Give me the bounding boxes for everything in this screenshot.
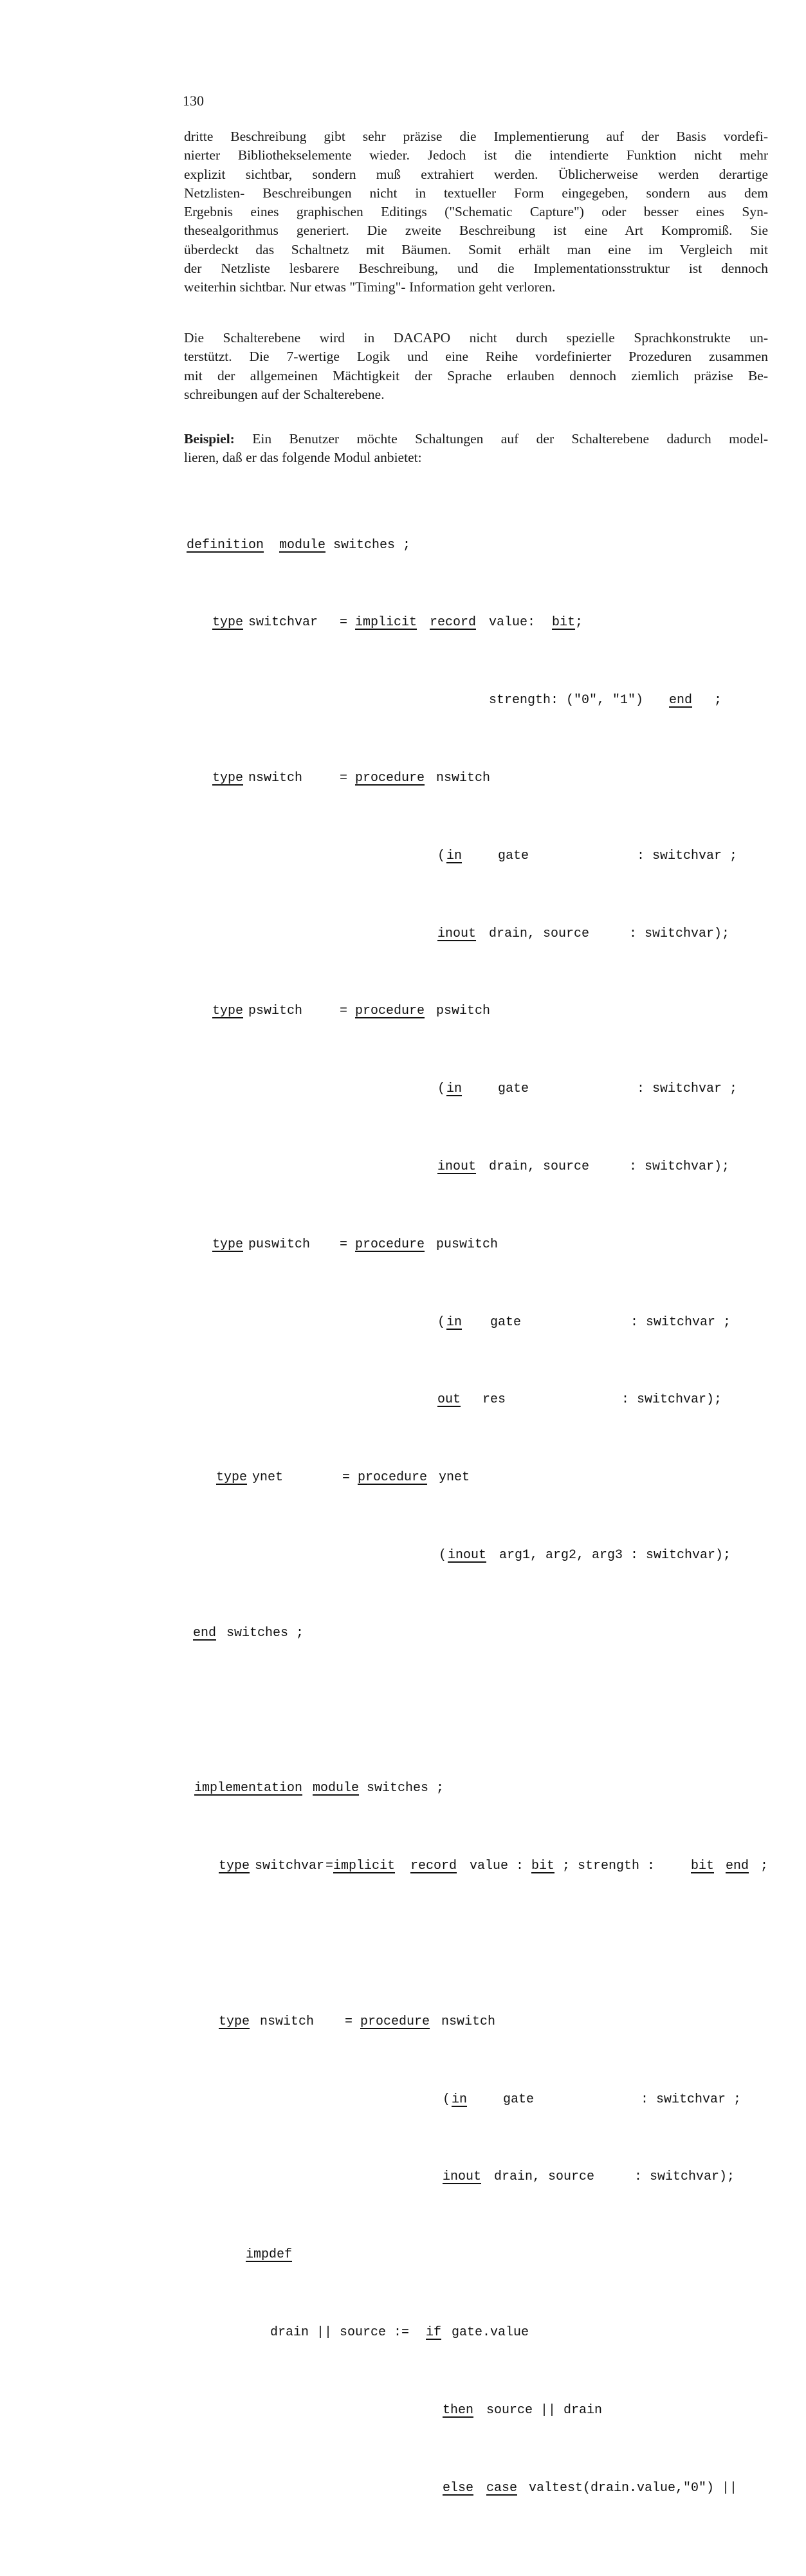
code-line-definition-module xyxy=(187,536,411,555)
code-line-then xyxy=(187,2401,603,2420)
paragraph-line: weiterhin sichtbar. Nur etwas "Timing"- Information geht verloren. xyxy=(184,279,556,295)
code-line-end-definition xyxy=(187,1624,304,1643)
code-line-impl-switchvar xyxy=(187,1857,769,1876)
paragraph-2 xyxy=(184,329,768,404)
page-number: 130 xyxy=(183,93,204,109)
keyword-inout: inout xyxy=(448,1547,487,1563)
keyword-end: end xyxy=(726,1859,749,1874)
keyword-inout: inout xyxy=(443,2169,482,2185)
keyword-record: record xyxy=(410,1859,457,1874)
type-name: puswitch xyxy=(248,1237,311,1252)
keyword-bit: bit xyxy=(552,615,576,630)
keyword-inout: inout xyxy=(437,926,477,941)
code-line-param-inout xyxy=(187,2167,735,2187)
type-name: switchvar xyxy=(248,615,318,630)
open-paren: ( xyxy=(443,2092,451,2107)
param-name: drain, source xyxy=(494,2169,595,2185)
paragraph-line: mit der allgemeinen Mächtigkeit der Sprache erlauben dennoch ziemlich präzise Be- xyxy=(184,367,768,383)
type-name: switchvar xyxy=(255,1859,325,1874)
paragraph-line: überdeckt das Schaltnetz mit Bäumen. Somit erhält man eine im Vergleich mit xyxy=(184,241,768,257)
equals-sign: = xyxy=(340,615,348,630)
paragraph-line: Ergebnis eines graphischen Editings ("Schematic Capture") oder besser eines Syn- xyxy=(184,204,768,220)
code-line-param-in xyxy=(187,1080,738,1099)
code-line-type-nswitch xyxy=(187,769,491,788)
keyword-if: if xyxy=(426,2324,442,2340)
keyword-inout: inout xyxy=(437,1159,477,1174)
condition: gate.value xyxy=(452,2324,529,2340)
code-line-strength xyxy=(187,691,722,710)
example-paragraph xyxy=(184,430,768,468)
keyword-else: else xyxy=(443,2480,474,2496)
keyword-out: out xyxy=(437,1392,461,1408)
code-line-type-pswitch xyxy=(187,1002,491,1021)
equals-sign: = xyxy=(340,1004,348,1019)
keyword-implicit: implicit xyxy=(355,615,417,630)
paragraph-line: terstützt. Die 7-wertige Logik und eine Reihe vordefinierter Prozeduren zusammen xyxy=(184,349,768,365)
code-line-type-switchvar xyxy=(187,613,583,632)
semicolon: ; xyxy=(760,1859,769,1874)
paragraph-line: dritte Beschreibung gibt sehr präzise die Implementierung auf der Basis vordefi- xyxy=(184,129,768,144)
keyword-procedure: procedure xyxy=(355,771,425,786)
keyword-definition: definition xyxy=(187,537,264,553)
keyword-end: end xyxy=(193,1625,217,1641)
param-name: gate xyxy=(498,1081,529,1097)
equals-sign: = xyxy=(342,1470,351,1486)
keyword-bit: bit xyxy=(531,1859,555,1874)
keyword-bit: bit xyxy=(691,1859,715,1874)
equals-sign: = xyxy=(340,771,348,786)
open-paren: ( xyxy=(437,1314,446,1330)
keyword-procedure: procedure xyxy=(360,2014,430,2029)
keyword-procedure: procedure xyxy=(358,1470,428,1486)
keyword-type: type xyxy=(212,771,244,786)
example-label: Beispiel: xyxy=(184,431,235,446)
procedure-name: ynet xyxy=(439,1470,470,1486)
keyword-in: in xyxy=(446,1081,463,1097)
paragraph-line: thesealgorithmus generiert. Die zweite Beschreibung ist eine Art Kompromiß. Sie xyxy=(184,223,768,239)
code-listing xyxy=(187,477,769,2556)
open-paren: ( xyxy=(437,1081,446,1097)
code-line-param-in xyxy=(187,2090,742,2110)
paragraph-line: explizit sichtbar, sondern muß extrahiert werden. Üblicherweise werden derartige xyxy=(184,166,768,182)
keyword-impdef: impdef xyxy=(246,2247,293,2263)
param-type: : switchvar ; xyxy=(641,2092,742,2107)
field-strength: ; strength : xyxy=(562,1859,655,1874)
procedure-name: nswitch xyxy=(441,2014,496,2029)
field-strength: strength: ("0", "1") xyxy=(489,693,644,708)
code-line-assignment xyxy=(187,2323,529,2342)
param-name: drain, source xyxy=(489,1159,590,1174)
paragraph-line: schreibungen auf der Schalterebene. xyxy=(184,386,385,402)
code-line-param-out xyxy=(187,1390,722,1410)
code-line-type-ynet xyxy=(187,1468,470,1487)
semicolon: ; xyxy=(714,693,722,708)
param-type: : switchvar ; xyxy=(630,1314,731,1330)
code-line-impl-nswitch xyxy=(187,2012,496,2032)
keyword-implementation: implementation xyxy=(194,1781,303,1796)
field-value: value : xyxy=(470,1859,524,1874)
param-name: drain, source xyxy=(489,926,590,941)
module-name: switches ; xyxy=(367,1781,444,1796)
procedure-name: pswitch xyxy=(436,1004,491,1019)
keyword-type: type xyxy=(216,1470,248,1486)
semicolon: ; xyxy=(575,615,583,630)
keyword-implicit: implicit xyxy=(333,1859,396,1874)
keyword-case: case xyxy=(486,2480,518,2496)
keyword-module: module xyxy=(313,1781,360,1796)
param-list: arg1, arg2, arg3 : switchvar); xyxy=(499,1547,731,1563)
paragraph-line: nierter Bibliothekselemente wieder. Jedoch ist die intendierte Funktion nicht mehr xyxy=(184,147,768,163)
code-line-impdef xyxy=(187,2245,293,2265)
code-blank-line xyxy=(187,1702,233,1721)
keyword-end: end xyxy=(669,693,693,708)
else-expression: valtest(drain.value,"0") || xyxy=(529,2480,738,2496)
paragraph-line: der Netzliste lesbarere Beschreibung, und die Implementationsstruktur ist dennoch xyxy=(184,261,768,277)
code-line-param-inout xyxy=(187,1157,730,1177)
keyword-module: module xyxy=(279,537,326,553)
equals-sign: = xyxy=(345,2014,353,2029)
keyword-type: type xyxy=(219,2014,250,2029)
keyword-record: record xyxy=(430,615,477,630)
keyword-type: type xyxy=(212,1004,244,1019)
keyword-type: type xyxy=(212,1237,244,1252)
keyword-in: in xyxy=(446,1314,463,1330)
param-name: res xyxy=(482,1392,506,1408)
param-name: gate xyxy=(498,848,529,863)
code-line-param-inout xyxy=(187,925,730,944)
assignment-lhs: drain || source := xyxy=(270,2324,410,2340)
paragraph-1 xyxy=(184,127,768,297)
keyword-in: in xyxy=(446,848,463,863)
type-name: pswitch xyxy=(248,1004,303,1019)
code-line-ynet-params xyxy=(187,1546,731,1565)
equals-sign: = xyxy=(340,1237,348,1252)
param-type: : switchvar); xyxy=(629,926,730,941)
equals-sign: = xyxy=(325,1859,334,1874)
procedure-name: nswitch xyxy=(436,771,491,786)
field-value: value: xyxy=(489,615,536,630)
code-line-param-in xyxy=(187,847,738,866)
paragraph-line: Netzlisten- Beschreibungen nicht in textueller Form eingegeben, sondern aus dem xyxy=(184,185,768,201)
type-name: nswitch xyxy=(248,771,303,786)
code-line-implementation-module xyxy=(187,1779,444,1798)
keyword-procedure: procedure xyxy=(355,1237,425,1252)
param-type: : switchvar ; xyxy=(637,1081,738,1097)
module-name: switches ; xyxy=(226,1625,304,1641)
param-type: : switchvar); xyxy=(621,1392,722,1408)
keyword-type: type xyxy=(219,1859,250,1874)
paragraph-line: lieren, daß er das folgende Modul anbietet: xyxy=(184,450,422,466)
then-expression: source || drain xyxy=(486,2402,603,2418)
code-line-else xyxy=(187,2479,738,2498)
keyword-procedure: procedure xyxy=(355,1004,425,1019)
open-paren: ( xyxy=(439,1547,447,1563)
param-type: : switchvar ; xyxy=(637,848,738,863)
param-type: : switchvar); xyxy=(634,2169,735,2185)
open-paren: ( xyxy=(437,848,446,863)
type-name: nswitch xyxy=(260,2014,315,2029)
paragraph-line xyxy=(184,430,768,448)
paragraph-line: Die Schalterebene wird in DACAPO nicht durch spezielle Sprachkonstrukte un- xyxy=(184,330,768,345)
keyword-in: in xyxy=(452,2092,468,2107)
param-type: : switchvar); xyxy=(629,1159,730,1174)
type-name: ynet xyxy=(252,1470,284,1486)
code-line-param-in xyxy=(187,1313,731,1332)
keyword-type: type xyxy=(212,615,244,630)
keyword-then: then xyxy=(443,2402,474,2418)
code-line-type-puswitch xyxy=(187,1235,499,1255)
procedure-name: puswitch xyxy=(436,1237,499,1252)
param-name: gate xyxy=(490,1314,522,1330)
module-name: switches ; xyxy=(333,537,411,553)
example-text: Ein Benutzer möchte Schaltungen auf der Schalterebene dadurch model- xyxy=(234,431,768,446)
param-name: gate xyxy=(503,2092,535,2107)
